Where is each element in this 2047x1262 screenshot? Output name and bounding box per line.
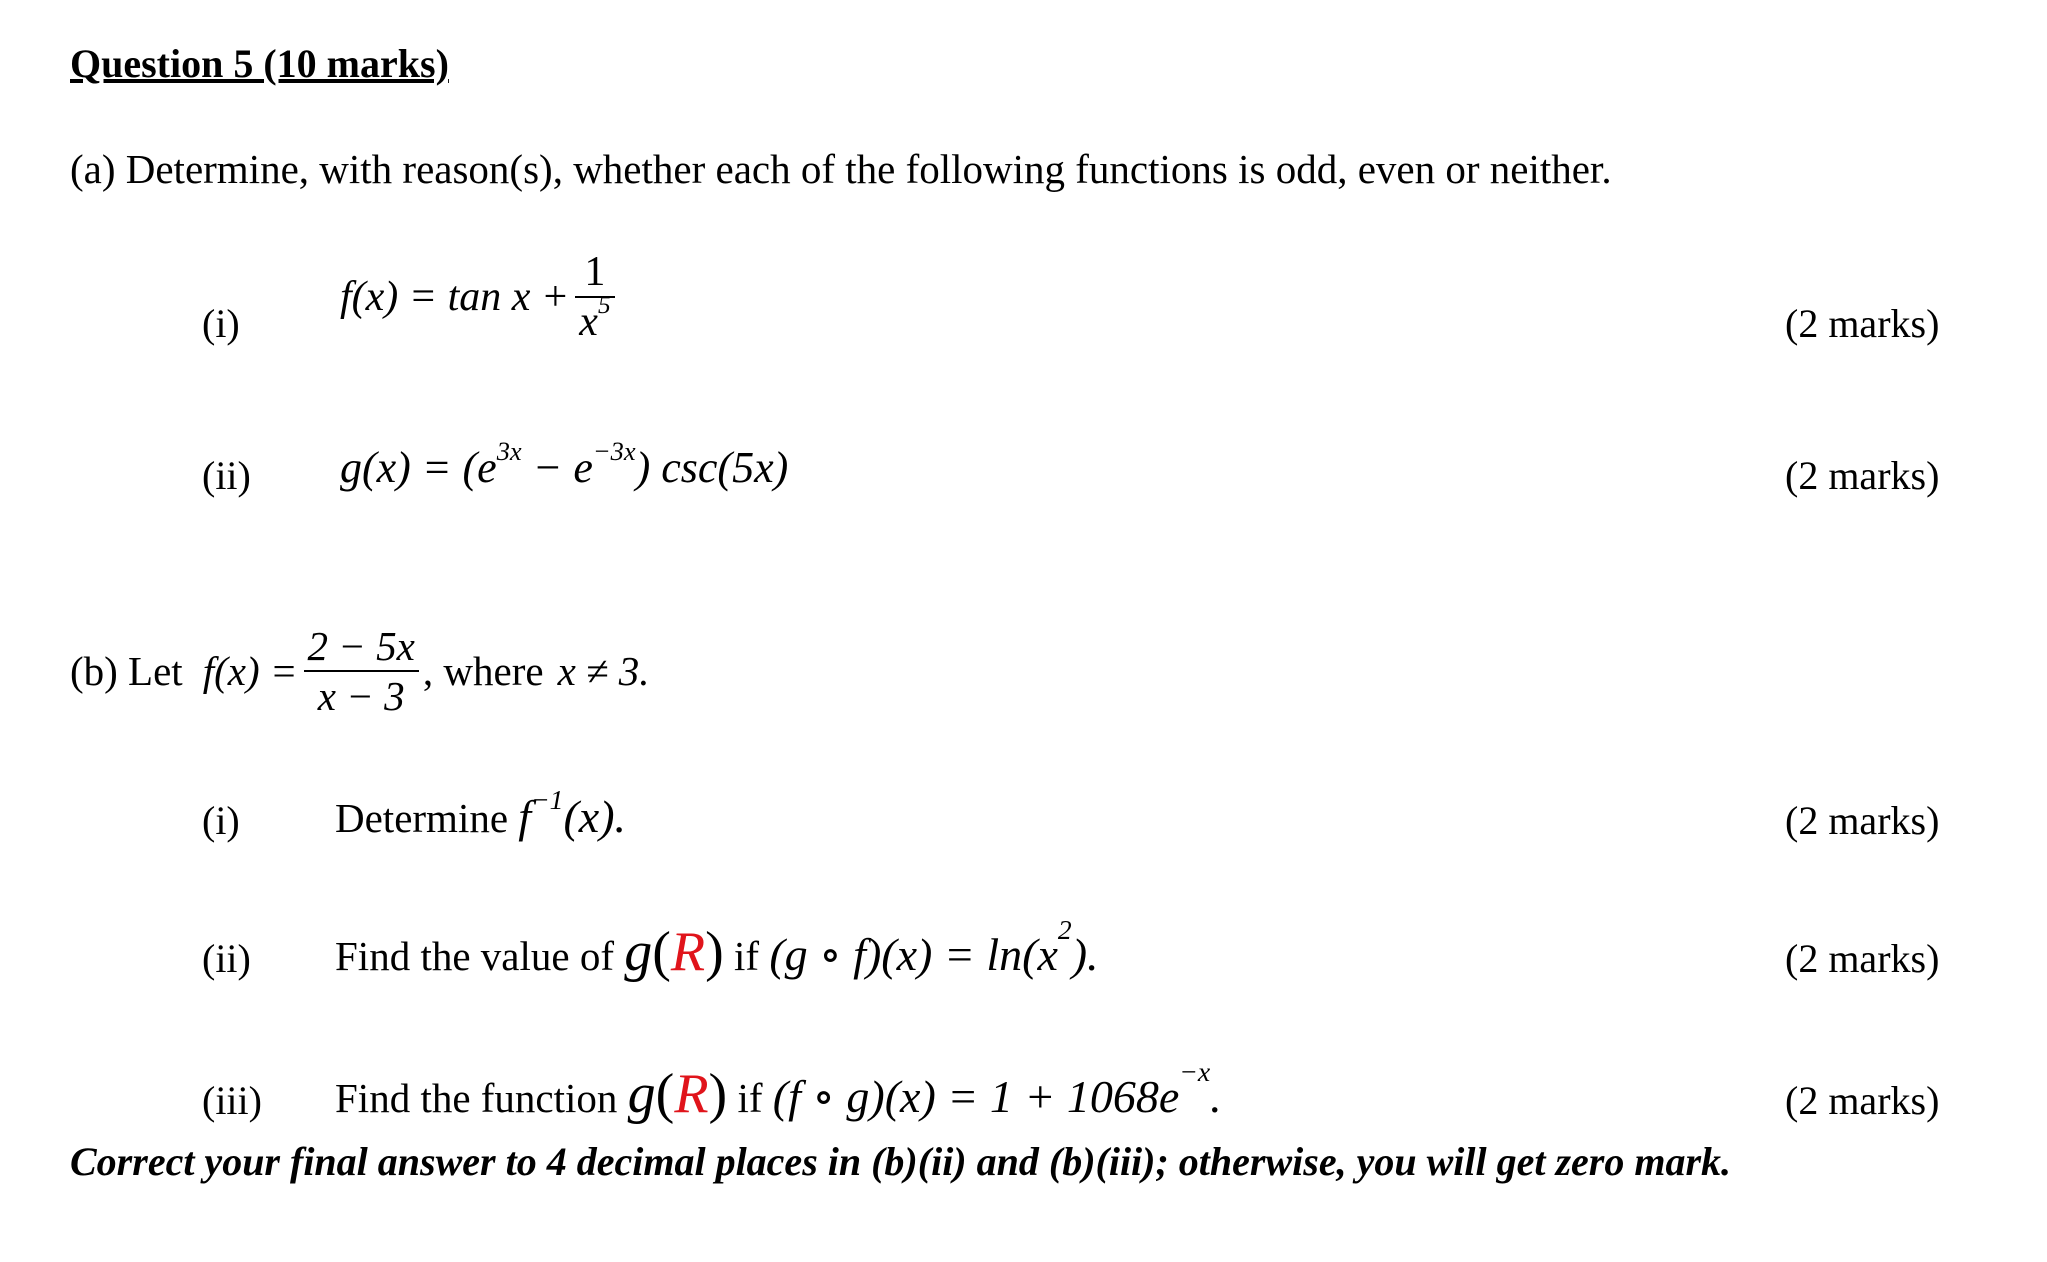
part-b-i-marks: (2 marks) [1785, 798, 1940, 843]
part-a-ii-marks: (2 marks) [1785, 453, 1940, 498]
fraction-numerator: 2 − 5x [307, 623, 415, 669]
part-b-fx: f(x) = [202, 648, 298, 694]
fraction-denominator: x − 3 [317, 673, 405, 719]
equation-lhs: f(x) = tan x + [340, 274, 570, 320]
instruction-note: Correct your final answer to 4 decimal places in (b)(ii) and (b)(iii); otherwise, you will get zero mark. [70, 1139, 1732, 1184]
part-b-iii-label: (iii) [202, 1078, 262, 1123]
part-b-ii-marks: (2 marks) [1785, 936, 1940, 981]
part-a-i-equation [340, 248, 615, 346]
question-title: Question 5 (10 marks) [70, 41, 449, 86]
part-a-ii-label: (ii) [202, 453, 251, 498]
part-b-where: , where [422, 648, 544, 694]
fraction-numerator: 1 [584, 249, 606, 295]
fraction-denominator: $x^5$ [579, 292, 611, 345]
part-b-fraction [304, 622, 419, 720]
part-b-i-text: Determine $f^{-1}(x)$. [335, 784, 627, 842]
part-b-let: (b) Let [70, 648, 183, 694]
part-b-ii-text: Find the value of g(R) if (g ∘ $f)(x) = \ln(x^2)$. [335, 914, 1099, 983]
variable-R: R [670, 921, 706, 983]
part-b-definition [70, 622, 650, 720]
variable-R: R [674, 1063, 709, 1125]
part-a-i-marks: (2 marks) [1785, 301, 1940, 346]
part-b-condition: x ≠ 3. [557, 648, 650, 694]
fraction [575, 248, 614, 346]
part-a-intro: (a) Determine, with reason(s), whether each of the following functions is odd, even or neither. [70, 146, 1612, 192]
part-a-i-label: (i) [202, 301, 240, 346]
part-b-i-label: (i) [202, 798, 240, 843]
part-b-ii-label: (ii) [202, 936, 251, 981]
part-b-iii-text: Find the function g(R) if (f ∘ $g)(x) = 1 + 1068e^{-x}$. [335, 1056, 1222, 1125]
part-b-iii-marks: (2 marks) [1785, 1078, 1940, 1123]
part-a-ii-equation: $g(x) = (e^{3x} - e^{-3x})$ csc(5x) [340, 436, 789, 492]
